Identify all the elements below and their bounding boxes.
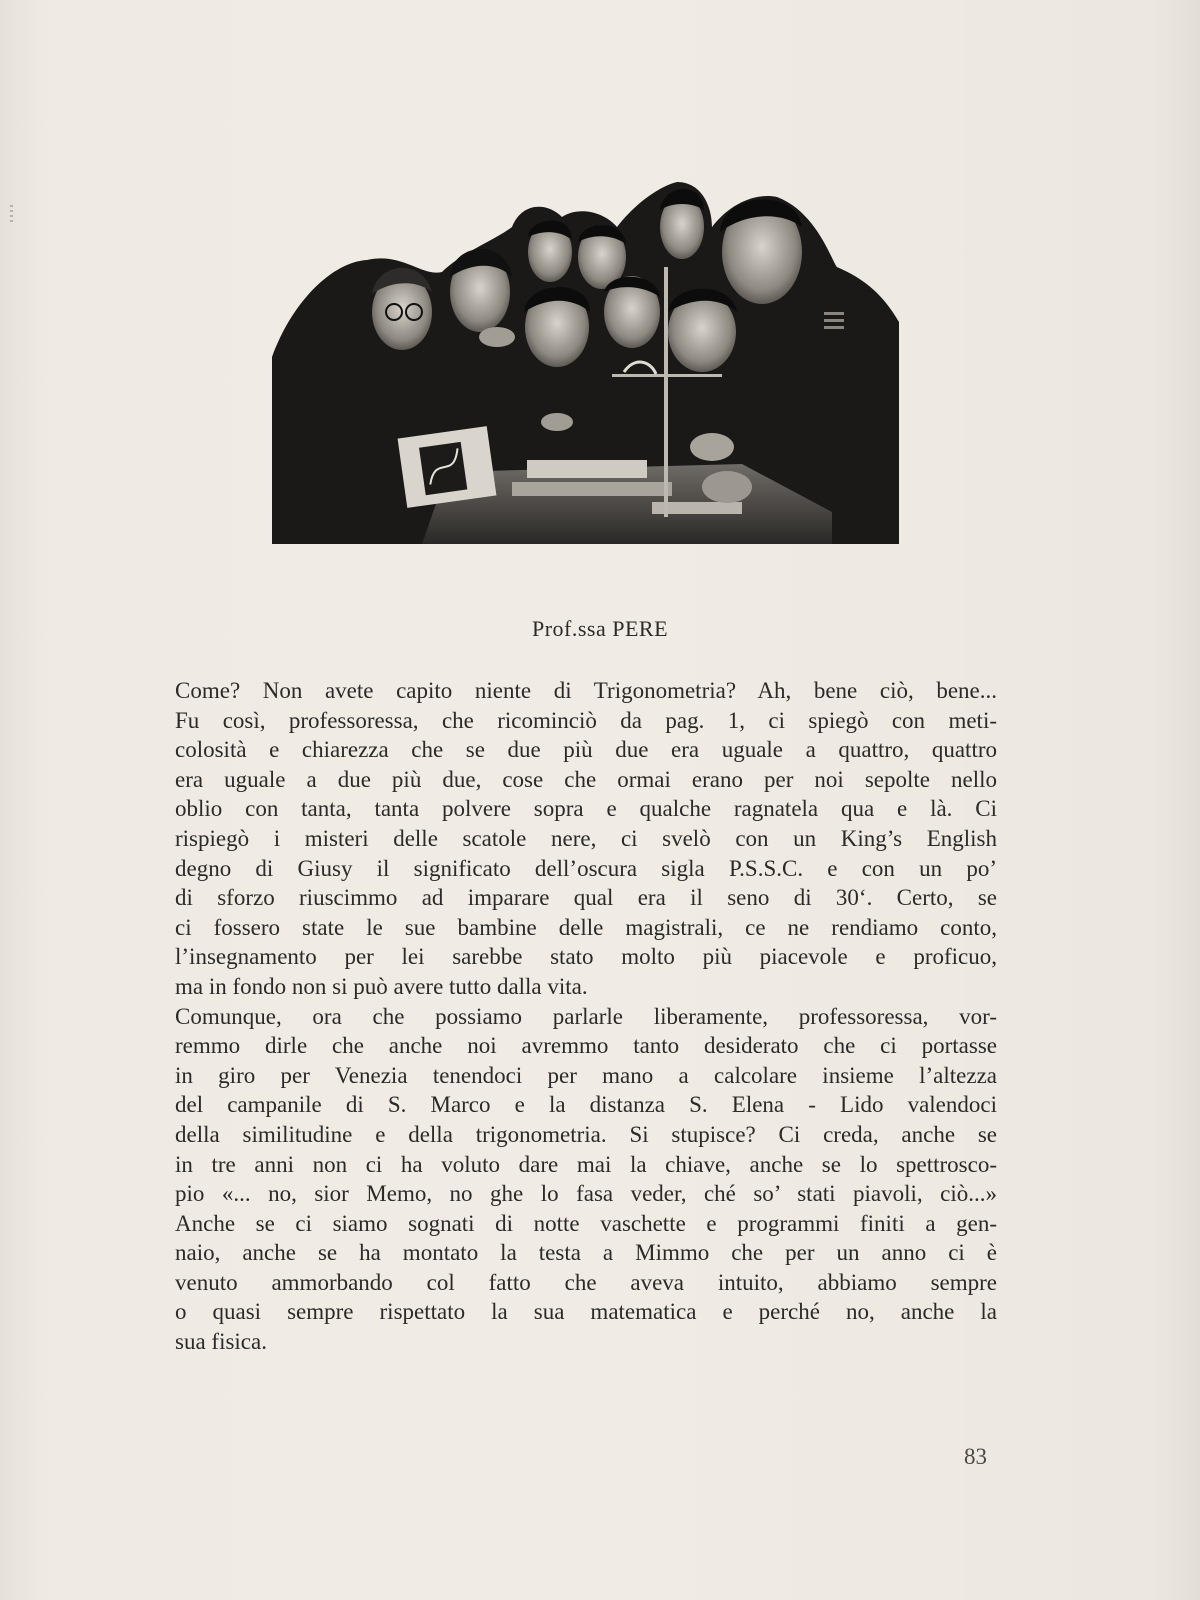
text-line: remmo dirle che anche noi avremmo tanto desiderato che ci portasse xyxy=(175,1033,997,1059)
text-line: sua fisica. xyxy=(175,1329,267,1355)
group-photo-image xyxy=(272,182,899,544)
text-line: degno di Giusy il significato dell’oscura sigla P.S.S.C. e con un po’ xyxy=(175,855,997,881)
text-line: rispiegò i misteri delle scatole nere, ci svelò con un King’s English xyxy=(175,825,997,851)
text-line: Come? Non avete capito niente di Trigonometria? Ah, bene ciò, bene... xyxy=(175,678,997,703)
text-line: di sforzo riuscimmo ad imparare qual era il seno di 30‘. Certo, se xyxy=(175,885,997,911)
section-title: Prof.ssa PERE xyxy=(531,616,669,641)
text-line: in giro per Venezia tenendoci per mano a calcolare insieme l’altezza xyxy=(175,1062,997,1088)
body-text xyxy=(175,676,997,1357)
text-line: era uguale a due più due, cose che ormai erano per noi sepolte nello xyxy=(175,766,997,792)
text-line: del campanile di S. Marco e la distanza S. Elena - Lido valendoci xyxy=(175,1092,997,1118)
text-line: ci fossero state le sue bambine delle magistrali, ce ne rendiamo conto, xyxy=(175,914,997,940)
text-line: ma in fondo non si può avere tutto dalla vita. xyxy=(175,973,588,999)
text-line: pio «... no, sior Memo, no ghe lo fasa veder, ché so’ stati piavoli, ciò...» xyxy=(175,1181,997,1207)
text-line: della similitudine e della trigonometria. Si stupisce? Ci creda, anche se xyxy=(175,1121,997,1147)
text-line: l’insegnamento per lei sarebbe stato molto più piacevole e proficuo, xyxy=(175,944,997,970)
group-photo xyxy=(272,182,899,544)
text-line: Anche se ci siamo sognati di notte vaschette e programmi finiti a gen- xyxy=(175,1210,997,1236)
text-line: Fu così, professoressa, che ricominciò da pag. 1, ci spiegò con meti- xyxy=(175,707,997,733)
text-line: o quasi sempre rispettato la sua matematica e perché no, anche la xyxy=(175,1299,997,1325)
text-line: naio, anche se ha montato la testa a Mimmo che per un anno ci è xyxy=(175,1240,997,1266)
text-line: Comunque, ora che possiamo parlarle liberamente, professoressa, vor- xyxy=(175,1003,997,1029)
text-line: oblio con tanta, tanta polvere sopra e qualche ragnatela qua e là. Ci xyxy=(175,796,997,822)
text-line: colosità e chiarezza che se due più due era uguale a quattro, quattro xyxy=(175,737,997,763)
text-line: in tre anni non ci ha voluto dare mai la chiave, anche se lo spettrosco- xyxy=(175,1151,997,1177)
binding-mark xyxy=(10,205,13,223)
page-number: 83 xyxy=(964,1444,987,1469)
text-line: venuto ammorbando col fatto che aveva intuito, abbiamo sempre xyxy=(175,1269,997,1295)
